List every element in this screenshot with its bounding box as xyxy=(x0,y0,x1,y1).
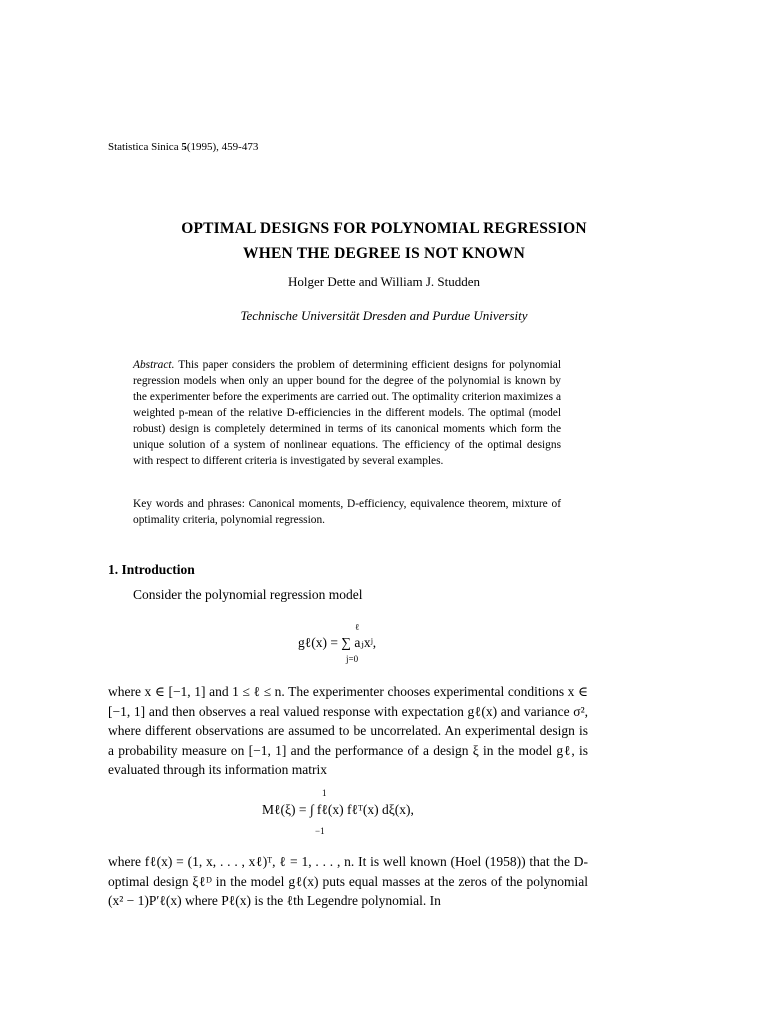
eq1-upper-limit: ℓ xyxy=(355,622,360,632)
title-line-1: OPTIMAL DESIGNS FOR POLYNOMIAL REGRESSION xyxy=(181,220,587,237)
authors: Holger Dette and William J. Studden xyxy=(287,274,481,289)
abstract xyxy=(133,357,561,469)
equation-1-text: gℓ(x) = ∑ aⱼxʲ, xyxy=(298,635,377,650)
abstract-label: Abstract. xyxy=(133,359,175,371)
equation-1 xyxy=(298,635,376,651)
affiliation: Technische Universität Dresden and Purdue University xyxy=(240,308,528,323)
intro-line: Consider the polynomial regression model xyxy=(133,587,363,602)
abstract-text: This paper considers the problem of determining efficient designs for polynomial regression models when only an upper bound for the degree of the polynomial is known by the experimenter before the experiments are carried out. The optimality criterion maximizes a weighted p-mean of the relative D-efficiencies in the different models. The optimal (model robust) design is completely determined in terms of its canonical moments which form the unique solution of a system of nonlinear equations. The efficiency of the optimal designs with respect to different criteria is investigated by several examples. xyxy=(133,359,561,467)
eq1-lower-limit: j=0 xyxy=(346,654,359,664)
paper-title xyxy=(108,216,660,266)
journal-citation: Statistica Sinica 5(1995), 459-473 xyxy=(108,141,259,153)
eq2-lower-limit: −1 xyxy=(315,826,325,836)
equation-2-text: Mℓ(ξ) = ∫ fℓ(x) fℓᵀ(x) dξ(x), xyxy=(262,802,414,817)
paragraph-2: where x ∈ [−1, 1] and 1 ≤ ℓ ≤ n. The experimenter chooses experimental conditions x ∈ [−1, 1] and then observes a real valued response with expectation gℓ(x) and variance σ², where different observations are assumed to be uncorrelated. An experimental design is a probability measure on [−1, 1] and the performance of a design ξ in the model gℓ, is evaluated through its information matrix xyxy=(108,684,588,777)
equation-2 xyxy=(262,802,414,818)
paragraph-3: where fℓ(x) = (1, x, . . . , xℓ)ᵀ, ℓ = 1, . . . , n. It is well known (Hoel (1958)) that the D-optimal design ξℓᴰ in the model gℓ(x) puts equal masses at the zeros of the polynomial (x² − 1)P′ℓ(x) where Pℓ(x) is the ℓth Legendre polynomial. In xyxy=(108,854,588,908)
eq2-upper-limit: 1 xyxy=(322,788,327,798)
title-line-2: WHEN THE DEGREE IS NOT KNOWN xyxy=(243,245,525,262)
keywords: Key words and phrases: Canonical moments, D-efficiency, equivalence theorem, mixture of optimality criteria, polynomial regression. xyxy=(133,498,561,526)
section-heading: 1. Introduction xyxy=(108,562,195,577)
